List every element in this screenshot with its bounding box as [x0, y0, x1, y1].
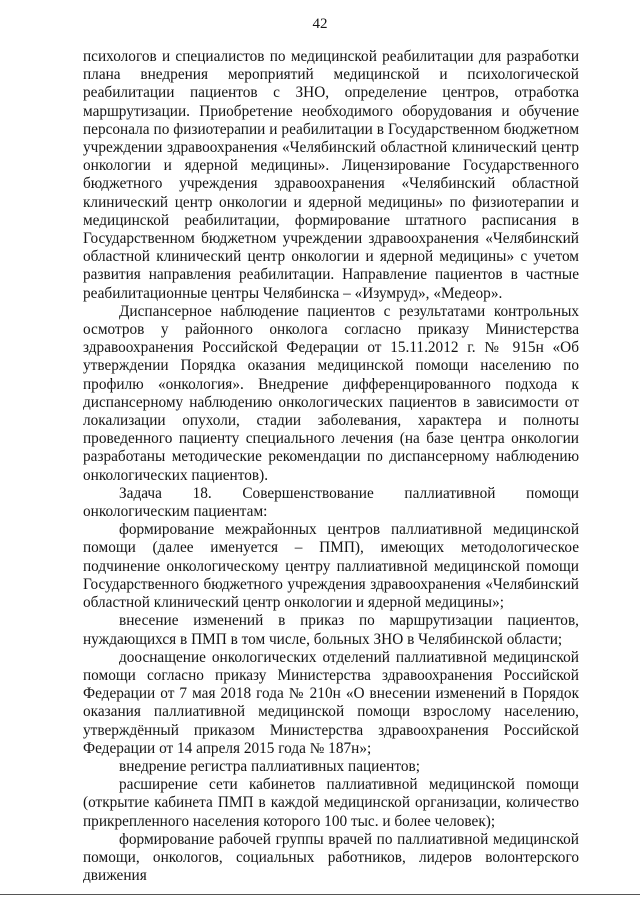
- paragraph-rehabilitation-continued: психологов и специалистов по медицинской реабилитации для разработки плана внедрения мероприятий медицинской и психологической реабилитации пациентов с ЗНО, определение центров, отработка маршрутизации. Приобретение необходимого оборудования и обучение персонала по физиотерапии и реабилитации в Государственном бюджетном учреждении здравоохранения «Челябинский областной клинический центр онкологии и ядерной медицины». Лицензирование Государственного бюджетного учреждения здравоохранения «Челябинский областной клинический центр онкологии и ядерной медицины» по физиотерапии и медицинской реабилитации, формирование штатного расписания в Государственном бюджетном учреждении здравоохранения «Челябинский областной клинический центр онкологии и ядерной медицины» с учетом развития направления реабилитации. Направление пациентов в частные реабилитационные центры Челябинска – «Изумруд», «Медеор».: [83, 48, 579, 302]
- list-item-registry: внедрение регистра паллиативных пациентов;: [119, 757, 420, 775]
- page-number: 42: [312, 16, 328, 32]
- list-item-routing-order: внесение изменений в приказ по маршрутизации пациентов, нуждающихся в ПМП в том числе, больных ЗНО в Челябинской области;: [83, 612, 579, 648]
- paragraph-task-18-heading: Задача 18. Совершенствование паллиативной помощи онкологическим пациентам:: [83, 484, 579, 521]
- list-item-working-group: формирование рабочей группы врачей по паллиативной медицинской помощи, онкологов, социальных работников, лидеров волонтерского движения: [83, 830, 579, 885]
- bottom-divider: [0, 894, 640, 895]
- list-item-equipment: дооснащение онкологических отделений паллиативной медицинской помощи согласно приказу Министерства здравоохранения Российской Федерации от 7 мая 2018 года № 210н «О внесении изменений в Порядок оказания паллиативной медицинской помощи взрослому населению, утверждённый приказом Министерства здравоохранения Российской Федерации от 14 апреля 2015 года № 187н»;: [83, 648, 579, 757]
- list-item-cabinet-network: расширение сети кабинетов паллиативной медицинской помощи (открытие кабинета ПМП в каждой медицинской организации, количество прикрепленного населения которого 100 тыс. и более человек);: [83, 776, 579, 830]
- paragraph-dispensary-observation: Диспансерное наблюдение пациентов с результатами контрольных осмотров у районного онколога согласно приказу Министерства здравоохранения Российской Федерации от 15.11.2012 г. № 915н «Об утверждении Порядка оказания медицинской помощи населению по профилю «онкология». Внедрение дифференцированного подхода к диспансерному наблюдению онкологических пациентов в зависимости от локализации опухоли, стадии заболевания, характера и полноты проведенного пациенту специального лечения (на базе центра онкологии разработаны методические рекомендации по диспансерному наблюдению онкологических пациентов).: [83, 302, 579, 484]
- document-body: [83, 48, 579, 885]
- list-item-interdistrict-centers: формирование межрайонных центров паллиативной медицинской помощи (далее именуется – ПМП), имеющих методологическое подчинение онкологическому центру паллиативной медицинской помощи Государственного бюджетного учреждения здравоохранения «Челябинский областной клинический центр онкологии и ядерной медицины»;: [83, 521, 579, 612]
